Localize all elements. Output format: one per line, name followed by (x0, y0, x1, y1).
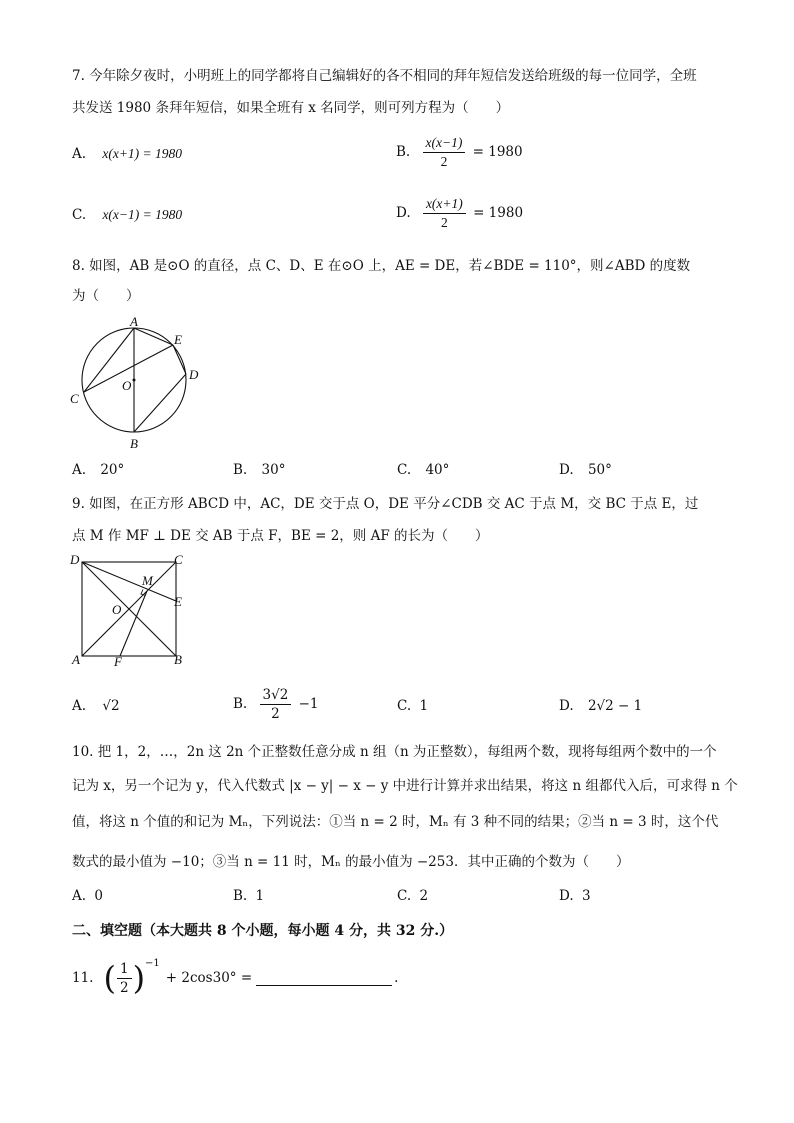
label-f: F (114, 654, 122, 669)
q10-stem-line3: 值，将这 n 个值的和记为 Mₙ，下列说法：①当 n = 2 时，Mₙ 有 3 种不同的结果；②当 n = 3 时，这个代 (72, 814, 719, 830)
q7-option-b (396, 134, 523, 171)
q9-option-b (233, 686, 319, 723)
numerator: 1 (117, 960, 132, 979)
q9-stem-line2: 点 M 作 MF ⊥ DE 交 AB 于点 F，BE = 2，则 AF 的长为（ ） (72, 528, 489, 544)
option-value: 2√2 − 1 (587, 698, 643, 714)
q10-option-b (233, 888, 264, 904)
option-value: 1 (255, 888, 265, 904)
q8-stem-line2: 为（ ） (72, 288, 140, 304)
option-label: B. (233, 888, 248, 904)
q7-stem-line1: 7. 今年除夕夜时，小明班上的同学都将自己编辑好的各不相同的拜年短信发送给班级的每一位同学，全班 (72, 68, 697, 84)
q7-option-a (72, 146, 182, 162)
option-label: B. (233, 696, 248, 712)
q9-option-d (559, 698, 642, 714)
option-label: D. (396, 205, 411, 221)
period: . (394, 970, 399, 986)
segment-ed (173, 345, 186, 374)
option-expression: x(x−1) = 1980 (102, 207, 183, 222)
numerator: x(x−1) (423, 134, 466, 153)
right-paren: ) (132, 959, 146, 997)
q8-option-a (72, 462, 124, 478)
option-label: A. (72, 888, 87, 904)
left-paren: ( (103, 959, 116, 997)
option-label: A. (72, 698, 87, 714)
q10-option-a (72, 888, 103, 904)
label-b: B (130, 436, 138, 451)
q8-option-c (397, 462, 449, 478)
option-label: D. (559, 698, 574, 714)
q8-option-b (233, 462, 285, 478)
center-point (133, 379, 136, 382)
label-b: B (174, 652, 182, 667)
q10-option-c (397, 888, 428, 904)
option-value: 40° (425, 462, 450, 478)
option-rhs: = 1980 (473, 205, 524, 221)
label-c: C (174, 552, 183, 567)
option-value: 1 (419, 698, 429, 714)
option-value: 0 (94, 888, 103, 904)
option-value: √2 (102, 698, 120, 714)
option-value: 2 (419, 888, 429, 904)
exponent: −1 (145, 958, 160, 969)
label-o: O (122, 378, 132, 393)
q10-stem-line4: 数式的最小值为 −10；③当 n = 11 时，Mₙ 的最小值为 −253．其中正确的个数为（ ） (72, 854, 630, 870)
label-d: D (189, 367, 199, 382)
fraction (423, 134, 466, 171)
q7-option-c (72, 207, 182, 223)
q10-stem-line1: 10. 把 1，2，…，2n 这 2n 个正整数任意分成 n 组（n 为正整数），每组两个数，现将每组两个数中的一个 (72, 744, 717, 760)
option-value: 20° (100, 462, 125, 478)
q9-option-a (72, 698, 120, 714)
section-heading: 二、填空题（本大题共 8 个小题，每小题 4 分，共 32 分.） (72, 923, 454, 939)
denominator: 2 (440, 154, 448, 169)
q11-line (72, 956, 398, 1000)
option-rhs: = 1980 (472, 144, 523, 160)
segment-db (134, 374, 186, 432)
q8-option-d (559, 462, 612, 478)
label-a: A (130, 314, 138, 329)
option-value: 50° (587, 462, 612, 478)
question-number: 11. (72, 970, 94, 986)
fraction (260, 686, 292, 723)
label-e: E (174, 594, 182, 609)
q9-square-figure (66, 552, 196, 670)
option-label: C. (72, 207, 87, 223)
expression-rest: + 2cos30° = (165, 970, 253, 986)
q10-stem-line2: 记为 x，另一个记为 y，代入代数式 |x − y| − x − y 中进行计算并求出结果，将这 n 组都代入后，可求得 n 个 (72, 778, 738, 794)
option-label: D. (559, 462, 574, 478)
option-value: 30° (261, 462, 286, 478)
q9-stem-line1: 9. 如图，在正方形 ABCD 中，AC，DE 交于点 O，DE 平分∠CDB 交 AC 于点 M，交 BC 于点 E，过 (72, 496, 699, 512)
option-label: C. (397, 462, 412, 478)
segment-de (82, 562, 176, 601)
option-label: A. (72, 146, 87, 162)
answer-blank[interactable] (256, 971, 392, 986)
q8-stem-line1: 8. 如图，AB 是⊙O 的直径，点 C、D、E 在⊙O 上，AE = DE，若∠BDE = 110°，则∠ABD 的度数 (72, 258, 691, 274)
label-d: D (70, 552, 80, 567)
option-label: B. (396, 144, 411, 160)
option-value: 3 (581, 888, 591, 904)
q9-option-c (397, 698, 428, 714)
numerator: 3√2 (260, 686, 292, 705)
option-label: D. (559, 888, 574, 904)
label-o: O (112, 602, 122, 617)
option-label: C. (397, 698, 412, 714)
fraction (423, 195, 466, 232)
option-label: B. (233, 462, 248, 478)
segment-ae (134, 328, 173, 345)
label-e: E (174, 332, 182, 347)
label-m: M (142, 573, 153, 588)
q10-option-d (559, 888, 591, 904)
q8-circle-figure (66, 312, 216, 454)
denominator: 2 (119, 979, 129, 996)
denominator: 2 (271, 706, 280, 722)
q7-stem-line2: 共发送 1980 条拜年短信，如果全班有 x 名同学，则可列方程为（ ） (72, 100, 510, 116)
option-label: C. (397, 888, 412, 904)
numerator: x(x+1) (423, 195, 466, 214)
option-expression: x(x+1) = 1980 (102, 146, 183, 161)
denominator: 2 (440, 215, 448, 230)
fraction (117, 960, 132, 997)
label-a: A (72, 652, 80, 667)
option-rhs: −1 (298, 696, 319, 712)
option-label: A. (72, 462, 87, 478)
label-c: C (70, 391, 79, 406)
q7-option-d (396, 195, 523, 232)
